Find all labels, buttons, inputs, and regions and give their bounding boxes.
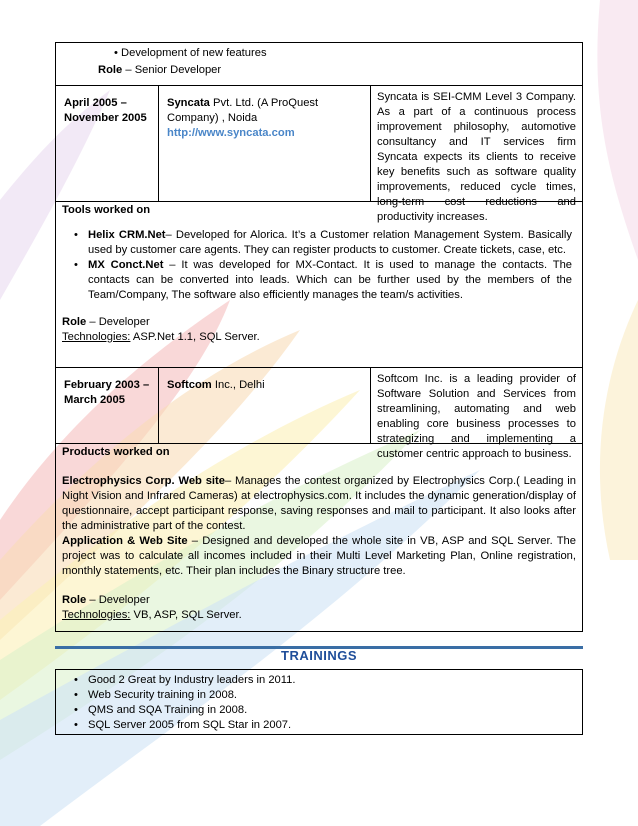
- product-item: Electrophysics Corp. Web site– Manages the contest organized by Electrophysics Corp.( Leading in Night Vision and Infrared Cameras) at electrophysics.com. It includes the dynamic generation/display of questionnaire, accept participant response, saving responses and mail to participant. It also looks after the administrative part of the contest.: [62, 475, 576, 532]
- training-item: • Web Security training in 2008.: [74, 688, 582, 703]
- products-heading: Products worked on: [62, 446, 170, 458]
- tools-technologies: Technologies: ASP.Net 1.1, SQL Server.: [62, 331, 260, 343]
- tools-item: • Helix CRM.Net– Developed for Alorica. It’s a Customer relation Management System. Basically used by customer care agents. They can register products to customer. Create tickets, case, etc.: [74, 228, 572, 258]
- job-dates: February 2003 – March 2005: [56, 368, 159, 443]
- tools-section: [55, 202, 583, 367]
- tools-heading: Tools worked on: [62, 204, 151, 216]
- training-item: • QMS and SQA Training in 2008.: [74, 703, 582, 718]
- products-section: [55, 444, 583, 632]
- trainings-section: [55, 669, 583, 735]
- role-line: Role – Senior Developer: [98, 64, 222, 76]
- job-company: Syncata Pvt. Ltd. (A ProQuest Company) , Noida http://www.syncata.com: [159, 86, 371, 201]
- role-block-senior: [55, 42, 583, 85]
- job-dates: April 2005 – November 2005: [56, 86, 159, 201]
- trainings-list: [74, 673, 582, 733]
- feature-item: • Development of new features: [114, 47, 267, 59]
- product-item: Application & Web Site – Designed and developed the whole site in VB, ASP and SQL Server. The project was to calculate all incomes included in their Multi Level Marketing Plan, Online registration, monthly statements, etc. Their plan includes the Binary structure tree.: [62, 535, 576, 577]
- tools-list: [74, 228, 572, 303]
- trainings-heading: TRAININGS: [281, 648, 357, 663]
- tools-role: Role – Developer: [62, 316, 150, 328]
- products-technologies: Technologies: VB, ASP, SQL Server.: [62, 609, 242, 621]
- job-description: Syncata is SEI-CMM Level 3 Company. As a part of a continuous process improvement philosophy, automotive consultancy and IT services firm Syncata expects its clients to receive key benefits such as software quality improvements, reduced cycle times, long-term cost reductions and productivity increases.: [377, 91, 576, 223]
- training-item: • SQL Server 2005 from SQL Star in 2007.: [74, 718, 582, 733]
- job-company: Softcom Inc., Delhi: [159, 368, 371, 443]
- company-url-link[interactable]: http://www.syncata.com: [167, 127, 295, 139]
- products-role: Role – Developer: [62, 594, 150, 606]
- training-item: • Good 2 Great by Industry leaders in 2011.: [74, 673, 582, 688]
- job-description: Softcom Inc. is a leading provider of Software Solution and Services from streamlining, automating and web enabling core business processes to strategizing and implementing a customer centric approach to business.: [377, 373, 576, 460]
- tools-item: • MX Conct.Net – It was developed for MX-Contact. It is used to manage the contacts. The contacts can be converted into leads. Which can be further used by the members of the Team/Company, The software also efficiently manages the team/s activities.: [74, 258, 572, 303]
